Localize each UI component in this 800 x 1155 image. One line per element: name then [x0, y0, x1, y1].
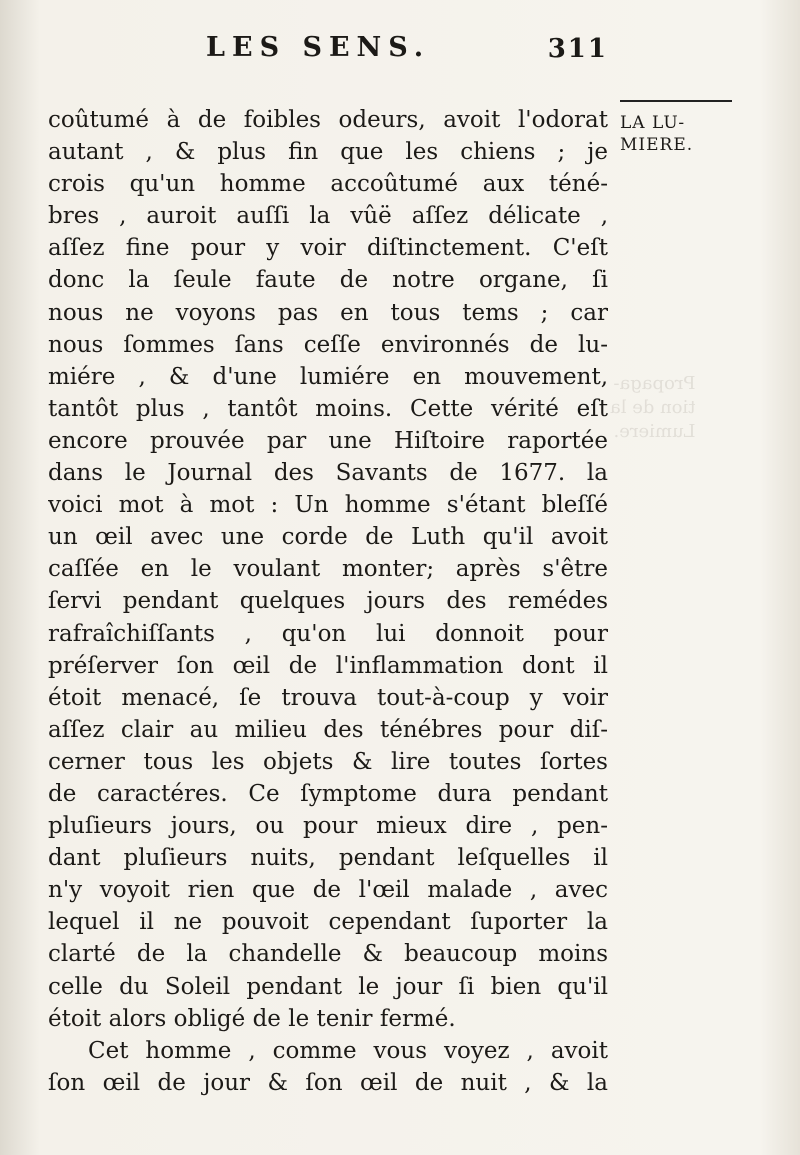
- text-line: nous ne voyons pas en tous tems ; car: [48, 299, 608, 326]
- text-line: dant pluſieurs nuits, pendant leſquelles il: [48, 845, 608, 872]
- body-text: [48, 104, 608, 1099]
- text-line: étoit menacé, ſe trouva tout-à-coup y voir: [48, 684, 608, 711]
- text-line: donc la ſeule faute de notre organe, ſi: [48, 267, 608, 294]
- text-line: Cet homme , comme vous voyez , avoit: [88, 1037, 608, 1064]
- text-line: miére , & d'une lumiére en mouvement,: [48, 363, 608, 390]
- margin-note-line: LA LU-: [620, 113, 686, 133]
- text-line: voici mot à mot : Un homme s'étant bleſſé: [48, 492, 608, 519]
- margin-note: [620, 100, 740, 156]
- text-line: de caractéres. Ce ſymptome dura pendant: [48, 780, 608, 807]
- text-line: autant , & plus fin que les chiens ; je: [48, 139, 608, 166]
- text-line: aſſez fine pour y voir diſtinctement. C'eſt: [48, 235, 608, 262]
- page-header: [48, 32, 608, 76]
- text-line: ſervi pendant quelques jours des remédes: [48, 588, 608, 615]
- text-line: lequel il ne pouvoit cependant ſuporter la: [48, 909, 608, 936]
- margin-rule: [620, 100, 732, 102]
- text-line: crois qu'un homme accoûtumé aux téné-: [48, 171, 608, 198]
- running-head: LES SENS.: [206, 32, 431, 63]
- page-number: 311: [547, 34, 608, 64]
- text-line: caſſée en le voulant monter; après s'être: [48, 556, 608, 583]
- text-line: préſerver ſon œil de l'inflammation dont il: [48, 652, 608, 679]
- text-line: encore prouvée par une Hiſtoire raportée: [48, 427, 608, 454]
- text-line: rafraîchiſſants , qu'on lui donnoit pour: [48, 620, 608, 647]
- text-line: cerner tous les objets & lire toutes ſortes: [48, 748, 608, 775]
- text-line: dans le Journal des Savants de 1677. la: [48, 460, 608, 487]
- text-line: nous ſommes ſans ceſſe environnés de lu-: [48, 331, 608, 358]
- text-line: étoit alors obligé de le tenir fermé.: [48, 1005, 456, 1032]
- text-line: tantôt plus , tantôt moins. Cette vérité eſt: [48, 395, 608, 422]
- text-line: un œil avec une corde de Luth qu'il avoit: [48, 524, 608, 551]
- text-line: aſſez clair au milieu des ténébres pour diſ-: [48, 716, 608, 743]
- text-line: celle du Soleil pendant le jour ſi bien qu'il: [48, 973, 608, 1000]
- text-line: clarté de la chandelle & beaucoup moins: [48, 941, 608, 968]
- text-line: ſon œil de jour & ſon œil de nuit , & la: [48, 1069, 608, 1096]
- text-line: n'y voyoit rien que de l'œil malade , avec: [48, 877, 608, 904]
- text-line: coûtumé à de foibles odeurs, avoit l'odorat: [48, 107, 608, 133]
- text-line: pluſieurs jours, ou pour mieux dire , pen-: [48, 813, 608, 840]
- bleed-through: Propaga- tion de la Lumiere.: [610, 373, 696, 442]
- margin-note-line: MIERE.: [620, 135, 694, 155]
- text-line: bres , auroit auſſi la vûë aſſez délicate ,: [48, 203, 608, 230]
